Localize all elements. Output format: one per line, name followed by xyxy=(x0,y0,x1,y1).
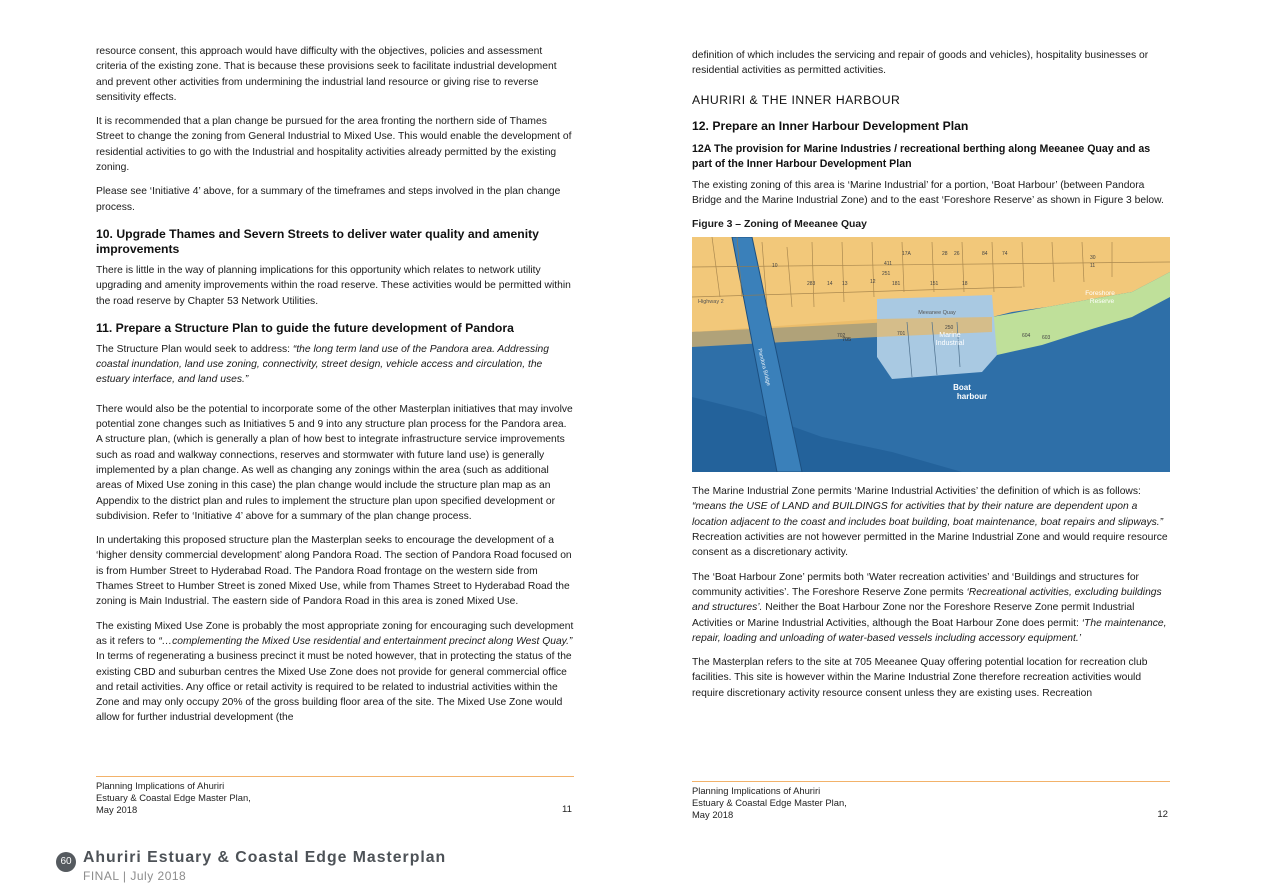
map-lot-number: 702 xyxy=(837,333,846,340)
marine-zone-tail: Recreation activities are not however permitted in the Marine Industrial Zone and would require resource consent as a discretionary activity. xyxy=(692,532,1168,559)
map-lot-number: 151 xyxy=(930,281,939,288)
map-lot-number: 181 xyxy=(892,281,901,288)
map-lot-number: 13 xyxy=(842,281,848,288)
map-label-marine-1: Marine xyxy=(939,332,961,340)
right-paragraph-3 xyxy=(692,484,1172,560)
left-paragraph-3: Please see ‘Initiative 4’ above, for a summary of the timeframes and steps involved in the plan change process. xyxy=(96,186,561,213)
map-label-705: 705 xyxy=(842,337,852,344)
structure-plan-quote: “the long term land use of the Pandora area. Addressing coastal inundation, land use zoning, connectivity, street design, vehicle access and circulation, the estuary interface, and land uses.” xyxy=(96,343,549,386)
map-lot-number: 603 xyxy=(1042,335,1051,342)
left-footer-line-2: Estuary & Coastal Edge Master Plan, xyxy=(96,792,251,803)
boat-harbour-lead: The ‘Boat Harbour Zone’ permits both ‘Water recreation activities’ and ‘Buildings and structures for community activities’. The Foreshore Reserve Zone permits xyxy=(692,571,1139,598)
left-paragraph-4: There is little in the way of planning implications for this opportunity which relates to network utility upgrading and amenity improvements within the road reserve. These activities would be permitted within the road reserve by Chapter 53 Network Utilities. xyxy=(96,264,571,307)
left-page xyxy=(96,44,574,735)
mixed-use-quote: “…complementing the Mixed Use residential and entertainment precinct along West Quay.” xyxy=(158,635,573,647)
right-page-number: 12 xyxy=(1157,809,1168,820)
right-footer-line-2: Estuary & Coastal Edge Master Plan, xyxy=(692,797,847,808)
right-paragraph-4 xyxy=(692,570,1172,646)
right-footer-line-3: May 2018 xyxy=(692,809,734,820)
zoning-map xyxy=(692,237,1170,472)
left-paragraph-2: It is recommended that a plan change be pursued for the area fronting the northern side of Thames Street to change the zoning from General Industrial to Mixed Use. This would enable the development of residential activities to go with the Industrial and hospitality activities already permitted by the existing zoning. xyxy=(96,116,572,174)
map-label-bridge: Pandora Bridge xyxy=(756,348,772,387)
map-marine-industrial-zone xyxy=(877,295,997,379)
right-paragraph-2: The existing zoning of this area is ‘Marine Industrial’ for a portion, ‘Boat Harbour’ (between Pandora Bridge and the Marine Industrial Zone) and to the east ‘Foreshore Reserve’ as shown in Figure 3 below. xyxy=(692,179,1164,206)
mixed-use-lead: The existing Mixed Use Zone is probably the most appropriate zoning for encouraging such development as it refers to xyxy=(96,620,574,647)
map-lot-number: 74 xyxy=(1002,251,1008,258)
map-label-foreshore-2: Reserve xyxy=(1089,298,1115,306)
heading-initiative-10: 10. Upgrade Thames and Severn Streets to deliver water quality and amenity improvements xyxy=(96,226,539,256)
map-label-boat-harbour-2: harbour xyxy=(956,392,988,402)
left-paragraph-1: resource consent, this approach would have difficulty with the objectives, policies and assessment criteria of the existing zone. That is because these provisions seek to facilitate industrial development and prevent other activities from undermining the industrial land resource or giving rise to reverse sensitivity effects. xyxy=(96,46,557,103)
map-lot-number: 411 xyxy=(884,261,892,268)
right-footer-line-1: Planning Implications of Ahuriri xyxy=(692,785,821,796)
brand-subtitle: FINAL | July 2018 xyxy=(83,869,187,883)
right-paragraph-5: The Masterplan refers to the site at 705 Meeanee Quay offering potential location for recreation club facilities. This site is however within the Marine Industrial Zone therefore recreation activities would require discretionary activity resource consent unless they are existing uses. Recreation xyxy=(692,657,1148,699)
map-label-boat-harbour-1: Boat xyxy=(953,383,971,393)
left-paragraph-7: In undertaking this proposed structure plan the Masterplan seeks to encourage the development of a ‘higher density commercial development’ along Pandora Road. The section of Pandora Road focused on is from Humber Street to Hyderabad Road. The Pandora Road frontage on the western side from Thames Street to Humber Street is zoned Mixed Use, while from Thames Street to Hyderabad Road the zoning is Main Industrial. The eastern side of Pandora Road in this area is zoned Mixed Use. xyxy=(96,535,572,608)
map-label-foreshore-1: Foreshore xyxy=(1085,290,1115,298)
left-paragraph-6: There would also be the potential to incorporate some of the other Masterplan initiatives that may involve potential zone changes such as Initiatives 5 and 9 into any structure plan process for the Pandora area. A structure plan, (which is generally a plan of how best to integrate infrastructure service improvements such as road and walkway connections, reserves and stormwater with future land use) is generally implemented by a plan change. As well as changing any zonings within the area (such as additional areas of Mixed Use zoning in this case) the plan change would include the structure plan map as an Appendix to the district plan and rules to implement the structure plan upon specified development or subdivision. Refer to ‘Initiative 4’ above for a summary of the plan change process. xyxy=(96,403,573,522)
map-lot-number: 10 xyxy=(772,263,778,270)
foreshore-quote: ‘Recreational activities, excluding buildings and structures’. xyxy=(692,586,1162,614)
map-label-highway: Highway 2 xyxy=(698,299,724,306)
map-lot-number: 28 xyxy=(942,251,948,258)
figure-caption: Figure 3 – Zoning of Meeanee Quay xyxy=(692,219,867,231)
map-lot-number: 14 xyxy=(827,281,833,288)
map-lot-number: 17A xyxy=(902,251,911,258)
map-lot-number: 250 xyxy=(945,325,954,332)
map-lot-number: 11 xyxy=(1090,263,1096,270)
heading-initiative-11: 11. Prepare a Structure Plan to guide the future development of Pandora xyxy=(96,320,514,335)
left-footer-line-1: Planning Implications of Ahuriri xyxy=(96,780,225,791)
map-lot-number: 283 xyxy=(807,281,816,288)
map-lot-number: 18 xyxy=(962,281,968,288)
brand-title: Ahuriri Estuary & Coastal Edge Masterplan xyxy=(83,849,447,866)
map-lot-number: 26 xyxy=(954,251,960,258)
map-lot-number: 701 xyxy=(897,331,906,338)
map-label-quay: Meeanee Quay xyxy=(918,310,956,317)
map-lot-number: 12 xyxy=(870,279,876,286)
mixed-use-tail: In terms of regenerating a business precinct it must be noted however, that in protecting the status of the existing CBD and suburban centres the Mixed Use Zone does not provide for general commercial office and retail activities. Any office or retail activity is required to be related to industrial activities within the Zone and may only occupy 20% of the gross building floor area of the site. The Mixed Use Zone would allow for further industrial development (the xyxy=(96,651,572,724)
section-title: AHURIRI & THE INNER HARBOUR xyxy=(692,92,901,107)
page-badge: 60 xyxy=(56,852,76,872)
boat-harbour-middle: Neither the Boat Harbour Zone nor the Foreshore Reserve Zone permit Industrial Activities or Marine Industrial Activities, although the Boat Harbour Zone does permit: xyxy=(692,602,1135,629)
right-paragraph-1: definition of which includes the servicing and repair of goods and vehicles), hospitality businesses or residential activities as permitted activities. xyxy=(692,50,1149,77)
left-footer-line-3: May 2018 xyxy=(96,804,138,815)
left-footer xyxy=(96,776,574,816)
boat-harbour-quote: ‘The maintenance, repair, loading and unloading of water-based vessels including accessory equipment.’ xyxy=(692,617,1167,644)
map-lot-number: 604 xyxy=(1022,333,1031,340)
right-footer xyxy=(692,781,1170,821)
heading-initiative-12a: 12A The provision for Marine Industries / recreational berthing along Meeanee Quay and as part of the Inner Harbour Development Plan xyxy=(692,142,1151,170)
left-page-number: 11 xyxy=(562,804,572,815)
marine-zone-lead: The Marine Industrial Zone permits ‘Marine Industrial Activities’ the definition of which is as follows: xyxy=(692,486,1141,498)
structure-plan-lead: The Structure Plan would seek to address: xyxy=(96,343,293,355)
left-paragraph-5 xyxy=(96,342,574,388)
map-lot-number: 251 xyxy=(882,271,891,278)
left-paragraph-8 xyxy=(96,619,574,726)
map-lot-number: 84 xyxy=(982,251,988,258)
right-page xyxy=(692,48,1172,710)
heading-initiative-12: 12. Prepare an Inner Harbour Development Plan xyxy=(692,118,969,133)
marine-zone-quote: “means the USE of LAND and BUILDINGS for activities that by their nature are dependent upon a location adjacent to the coast and includes boat building, boat maintenance, boat repairs and slipways.” xyxy=(692,501,1164,528)
map-label-marine-2: Industrial xyxy=(935,340,965,348)
map-lot-number: 30 xyxy=(1090,255,1096,262)
